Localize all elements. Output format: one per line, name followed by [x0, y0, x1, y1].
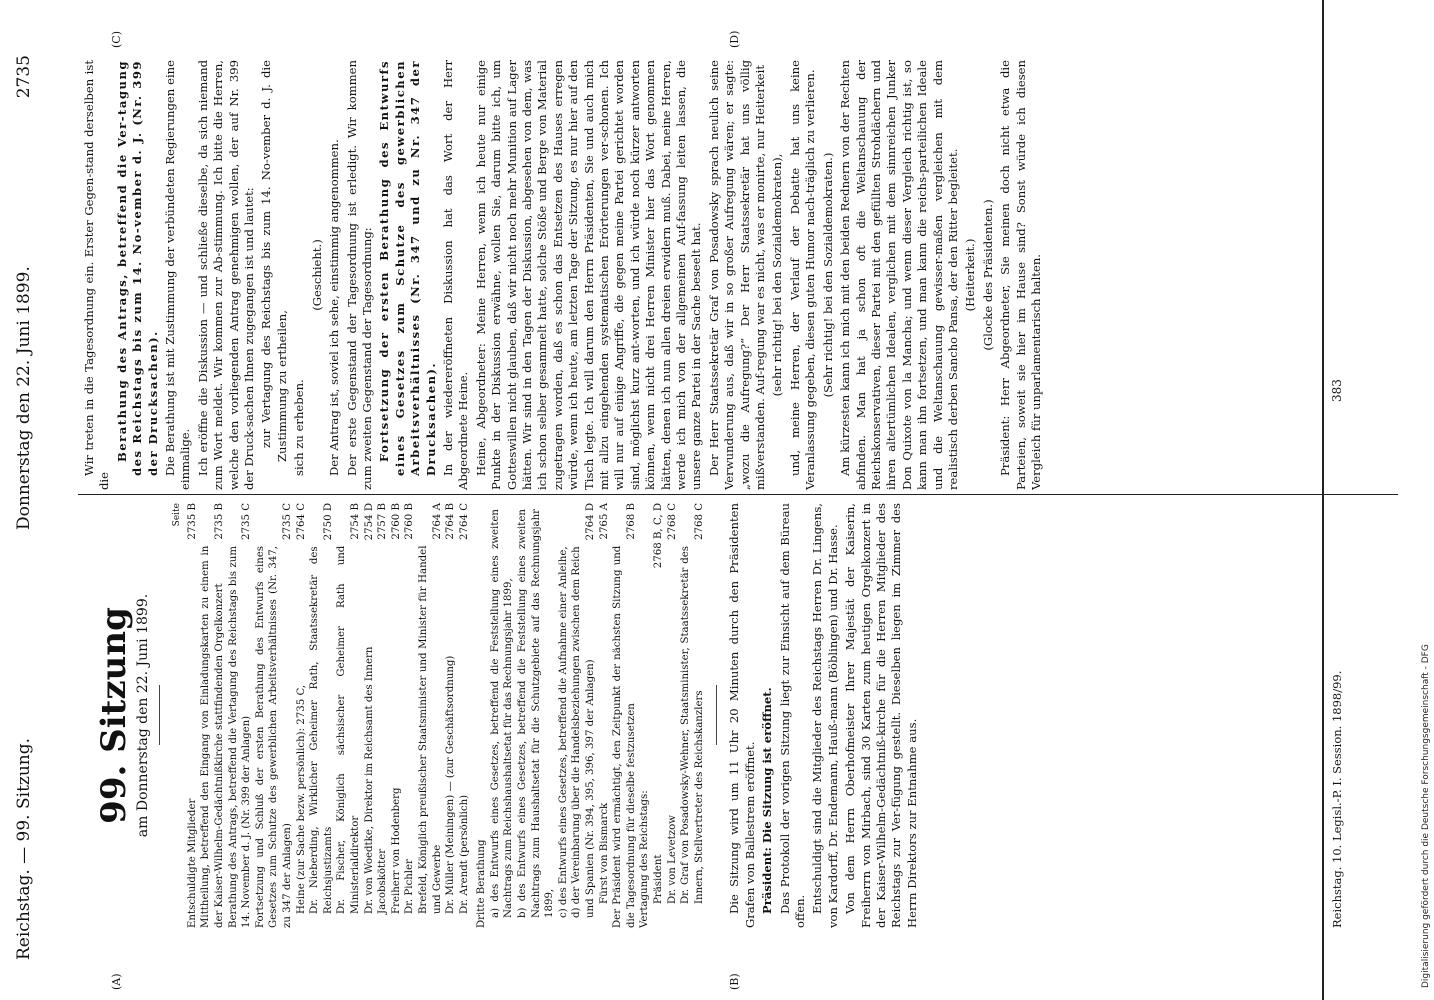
president-statement: Präsident: Die Sitzung ist eröffnet.: [760, 687, 775, 914]
toc-entry: Jacobskötter 2757 B: [377, 503, 389, 914]
header-page-number: 2735: [14, 55, 34, 99]
toc-entry: Dritte Berathung: [476, 839, 488, 928]
rise-paragraph: sich zu erheben.: [292, 379, 307, 476]
toc-entry: Der Präsident wird ermächtigt, den Zeitpunkt der nächsten Sitzung und die Tagesordnung für dieselbe festzusetzen 2768 B: [612, 503, 637, 928]
running-header: [14, 55, 44, 960]
floor-given: In der wiedereröffneten Diskussion hat das Wort der Herr Abgeordnete Heine.: [440, 60, 471, 490]
toc-entry: d) der Vereinbarung über die Handelsbeziehungen zwischen dem Reich und Spanien (Nr. 394, 395, 396, 397 der Anlagen) 2764 D: [571, 503, 597, 918]
toc-entry: Dr. Graf von Posadowsky-Wehner, Staatsminister, Staatssekretär des Innern, Stellvertreter des Reichskanzlers 2768 C: [680, 503, 705, 904]
toc-seite-label: Seite: [172, 503, 183, 527]
toc-entry: Dr. Arendt (persönlich) 2764 C: [458, 503, 470, 914]
margin-mark-c: (C): [110, 31, 123, 48]
speech-heine-cont: und, meine Herren, der Verlauf der Debatte hat uns keine Veranlassung gegeben, diesen guten Humor nach-träglich zu verlieren.: [787, 60, 818, 490]
toc-entry: Dr. Nieberding, Wirklicher Geheimer Rath, Staatssekretär des Reichsjustizamts 2750 D: [309, 503, 334, 914]
opening-paragraph: Die Sitzung wird um 11 Uhr 20 Minuten durch den Präsidenten Grafen von Ballestrem eröffnet.: [727, 503, 757, 928]
toc-entry: Entschuldigte Mitglieder 2735 B: [186, 503, 198, 928]
margin-mark-d: (D): [728, 30, 741, 48]
motion-text: zur Vertagung des Reichstags bis zum 14. No-vember d. J. die Zustimmung zu ertheilen,: [259, 60, 289, 462]
footer-sheet-number: 383: [1330, 379, 1344, 402]
speech-heine-cont: Am kürzesten kann ich mich mit den beiden Rednern von der Rechten abfinden. Man hat ja schon oft die Weltanschauung der Reichskonservativen, dieser Partei mit den gefüllten Strohdächern und ihren altertümlichen Idealen, verglichen mit dem sinnreichen Junker Don Quixote von la Mancha; und wenn dieser Vergleich richtig ist, so kann man ihn fortsetzen, und man kann die reichs-parteilichen Ideale und die Weltanschauung gewisser-maßen vergleichen mit dem realistisch derben Sancho Pansa, der den Ritter begleitet.: [838, 60, 960, 490]
interjection: (Sehr richtig! bei den Sozialdemokraten.): [820, 152, 835, 398]
toc-entry: Heine (zur Sache bezw. persönlich): 2735 C, 2764 C: [295, 503, 307, 914]
header-left: Reichstag. — 99. Sitzung.: [14, 737, 34, 960]
vote-paragraph: Ich eröffne die Diskussion — und schließe dieselbe, da sich niemand zum Wort meldet. Wir kommen zur Ab-stimmung. Ich bitte die Herren, welche den vorliegenden Antrag genehmigen wollen, der auf Nr. 399 der Druck-sachen Ihnen zugegangen ist und lautet:: [195, 60, 257, 490]
excused-members-paragraph: Entschuldigt sind die Mitglieder des Reichstags Herren Dr. Lingens, von Kardorff, Dr. Endemann, Hauß-mann (Böblingen) und Dr. Hasse.: [810, 503, 840, 928]
toc-entry: Vertagung des Reichstags:: [639, 790, 651, 928]
toc-entry: Präsident 2768 B, C, D: [653, 503, 664, 904]
speech-heine-cont: Der Herr Staatssekretär Graf von Posadowsky sprach neulich seine Verwunderung aus, daß wir in so großer Aufregung wären; er sagte: „wozu die Aufregung?“ Der Herr Staatssekretär hat uns völlig mißverstanden. Auf-regung war es nicht, was er monirte, nur Heiterkeit: [706, 60, 768, 490]
toc-entry: b) des Entwurfs eines Gesetzes, betreffend die Feststellung eines zweiten Nachtrags zum Haushaltsetat für die Schutzgebiete auf das Rechnungsjahr 1899,: [517, 509, 556, 918]
session-subtitle: am Donnerstag den 22. Juni 1899.: [135, 593, 151, 838]
column-divider: [78, 494, 1398, 495]
second-item-intro: Der erste Gegenstand der Tagesordnung ist erledigt. Wir kommen zum zweiten Gegenstand der Tagesordnung:: [344, 60, 374, 490]
motion-accepted: Der Antrag ist, soviel ich sehe, einstimmig angenommen.: [327, 139, 342, 476]
header-center: Donnerstag den 22. Juni 1899.: [14, 266, 34, 530]
interjection: (Glocke des Präsidenten.): [980, 199, 995, 351]
speech-heine: Heine, Abgeordneter: Meine Herren, wenn ich heute nur einige Punkte in der Diskussion erwähne, wollen Sie, darum bitte ich, um Gotteswillen nicht glauben, daß wir nicht noch mehr Munition auf Lager hätten. Wir sind in den Tagen der Diskussion, abgesehen von dem, was ich schon selber gesammelt hatte, solche Stöße und Berge von Material zugetragen worden, daß es schon das Entsetzen des Hauses erregen würde, wenn ich heute, am letzten Tage der Sitzung, es nur hier auf den Tisch legte. Ich will darum den Herrn Präsidenten, Sie und auch mich mit allzu eingehenden systematischen Erörterungen ver-schonen. Ich will nur auf einige Angriffe, die gegen meine Partei gerichtet worden sind, möglichst kurz ant-worten, und ich würde noch kürzer antworten können, wenn nicht drei Herren Minister hier das Wort genommen hätten, denen ich nun allen dreien erwidern muß. Dabei, meine Herren, werde ich mich von der allgemeinen Auf-fassung leiten lassen, die unsere ganze Partei in der Sache beseelt hat.: [473, 60, 704, 490]
section-rule: [716, 686, 717, 746]
toc-entry: Dr. Pichler 2760 B: [404, 503, 416, 914]
left-column: [90, 503, 922, 928]
toc-entry: Dr. Fischer, Königlich sächsischer Geheimer Rath und Ministerialdirektor 2754 B: [336, 503, 361, 914]
toc-entry: a) des Entwurfs eines Gesetzes, betreffend die Feststellung eines zweiten Nachtrags zum Reichshaushaltsetat für das Rechnungsjahr 1899,: [489, 509, 515, 918]
dfg-side-note-text: Digitalisierung gefördert durch die Deutsche Forschungsgemeinschaft - DFG: [1421, 644, 1431, 988]
protocol-paragraph: Das Protokoll der vorigen Sitzung liegt zur Einsicht auf dem Büreau offen.: [777, 503, 807, 928]
toc-entry: Dr. von Woedtke, Direktor im Reichsamt des Innern 2754 D: [363, 503, 375, 914]
table-of-contents: [186, 503, 707, 928]
toc-entry: Dr. von Levetzow 2768 C: [666, 503, 678, 904]
consultation-note: Die Berathung ist mit Zustimmung der verbündeten Regierungen eine einmalige.: [163, 60, 193, 490]
president-remark: Präsident: Herr Abgeordneter, Sie meinen doch nicht etwa die Parteien, soweit sie hier im Hause sind? Sonst würde ich diesen Vergleich für unparlamentarisch halten.: [998, 60, 1043, 490]
footer-rule: [1322, 0, 1324, 1000]
session-title: 99. Sitzung: [94, 607, 134, 824]
margin-mark-b: (B): [728, 973, 741, 990]
organ-concert-paragraph: Von dem Herrn Oberhofmeister Ihrer Majestät der Kaiserin, Freiherrn von Mirbach, sind 30 Karten zum heutigen Orgelkonzert in der Kaiser-Wilhelm-Gedächtniß-kirche für die Herren Mitglieder des Reichstags zur Ver-fügung gestellt. Dieselben liegen im Zimmer des Herrn Direktors zur Entnahme aus.: [843, 503, 919, 928]
toc-entry: Fortsetzung und Schluß der ersten Berathung des Entwurfs eines Gesetzes zum Schutze des gewerblichen Arbeitsverhältnisses (Nr. 347, zu 347 der Anlagen) 2735 C: [254, 503, 293, 928]
agenda-item-labor-law: Fortsetzung der ersten Berathung des Entwurfs eines Gesetzes zum Schutze des gewerblichen Arbeitsverhältnisses (Nr. 347 und zu Nr. 347 der Drucksachen).: [377, 60, 438, 476]
interjection: (Geschieht.): [309, 239, 324, 311]
right-column: [82, 60, 1046, 490]
agenda-intro: Wir treten in die Tagesordnung ein. Erster Gegen-stand derselben ist die: [82, 60, 112, 490]
toc-entry: Berathung des Antrags, betreffend die Vertagung des Reichstags bis zum 14. November d. J. (Nr. 399 der Anlagen) 2735 C: [227, 503, 253, 928]
footer-legislature: Reichstag. 10. Legisl.-P. I. Session. 1898/99.: [1330, 670, 1344, 928]
toc-entry: Brefeld, Königlich preußischer Staatsminister und Minister für Handel und Gewerbe 2764 A: [417, 503, 443, 914]
toc-entry: Fürst von Bismarck 2765 A: [598, 503, 610, 904]
interjection: (Heiterkeit.): [963, 238, 978, 312]
toc-entry: c) des Entwurfs eines Gesetzes, betreffend die Aufnahme einer Anleihe,: [557, 546, 569, 918]
toc-entry: Dr. Müller (Meiningen) — (zur Geschäftsordnung) 2764 B: [445, 503, 457, 914]
title-rule: [159, 686, 160, 746]
toc-entry: Mittheilung, betreffend den Eingang von Einladungskarten zu einem in der Kaiser-Wilhelm-Gedächtnißkirche stattfindenden Orgelkonzert 2735 B: [200, 503, 225, 928]
dfg-side-note: [1420, 8, 1434, 998]
interjection: (sehr richtig! bei den Sozialdemokraten),: [770, 153, 785, 397]
margin-mark-a: (A): [110, 973, 123, 990]
agenda-item-adjournment: Berathung des Antrags, betreffend die Ver-tagung des Reichstags bis zum 14. No-vember d. J. (Nr. 399 der Drucksachen).: [114, 60, 160, 476]
toc-entry: Freiherr von Hodenberg 2760 B: [390, 503, 402, 914]
